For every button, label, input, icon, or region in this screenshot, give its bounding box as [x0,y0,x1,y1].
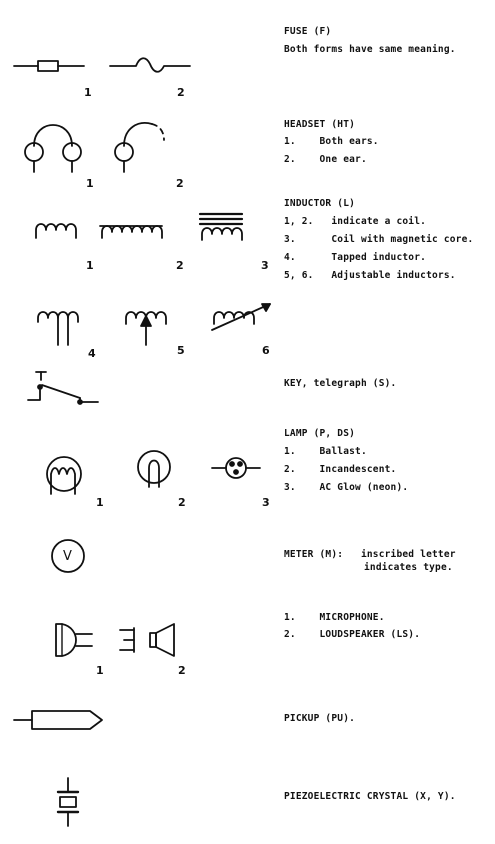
lamp-label-2: 2 [178,496,186,509]
audio-item-microphone: 1. MICROPHONE. [284,612,385,623]
audio-label-1: 1 [96,664,104,677]
headset-symbol-both-ears [25,125,81,172]
inductor-item-3: 4. Tapped inductor. [284,252,427,263]
inductor-title: INDUCTOR (L) [284,198,356,209]
fuse-symbol-1 [14,61,84,71]
lamp-symbol-ballast [47,457,81,494]
inductor-symbol-5 [126,312,166,345]
headset-label-2: 2 [176,177,184,190]
inductor-label-1: 1 [86,259,94,272]
headset-item-2: 2. One ear. [284,154,367,165]
audio-label-2: 2 [178,664,186,677]
loudspeaker-symbol [120,624,174,656]
headset-item-1: 1. Both ears. [284,136,379,147]
lamp-item-3: 3. AC Glow (neon). [284,482,409,493]
lamp-item-2: 2. Incandescent. [284,464,397,475]
inductor-symbol-4 [38,312,78,345]
pickup-symbol [14,711,102,729]
meter-letter: V [63,549,72,564]
crystal-symbol [58,778,78,826]
inductor-symbol-2 [100,226,162,238]
headset-symbol-one-ear [115,123,164,172]
audio-item-loudspeaker: 2. LOUDSPEAKER (LS). [284,629,421,640]
meter-title: METER (M): inscribed letter [284,549,456,560]
inductor-symbol-1 [36,224,76,238]
pickup-title: PICKUP (PU). [284,713,356,724]
lamp-symbol-ac-glow [212,458,260,478]
crystal-title: PIEZOELECTRIC CRYSTAL (X, Y). [284,791,456,802]
inductor-item-1: 1, 2. indicate a coil. [284,216,427,227]
inductor-label-6: 6 [262,344,270,357]
lamp-symbol-incandescent [138,451,170,487]
fuse-title: FUSE (F) [284,26,332,37]
meter-title-line2: indicates type. [364,562,453,573]
inductor-symbol-6 [212,304,270,330]
microphone-symbol [56,624,92,656]
inductor-label-5: 5 [177,344,185,357]
inductor-symbol-3 [200,214,242,240]
inductor-label-3: 3 [261,259,269,272]
lamp-title: LAMP (P, DS) [284,428,356,439]
headset-label-1: 1 [86,177,94,190]
headset-title: HEADSET (HT) [284,119,356,130]
lamp-label-3: 3 [262,496,270,509]
key-title: KEY, telegraph (S). [284,378,397,389]
inductor-label-4: 4 [88,347,96,360]
lamp-item-1: 1. Ballast. [284,446,367,457]
inductor-item-4: 5, 6. Adjustable inductors. [284,270,456,281]
lamp-label-1: 1 [96,496,104,509]
fuse-label-1: 1 [84,86,92,99]
inductor-item-2: 3. Coil with magnetic core. [284,234,474,245]
fuse-label-2: 2 [177,86,185,99]
fuse-description: Both forms have same meaning. [284,44,456,55]
fuse-symbol-2 [110,58,190,72]
telegraph-key-symbol [28,372,98,404]
inductor-label-2: 2 [176,259,184,272]
